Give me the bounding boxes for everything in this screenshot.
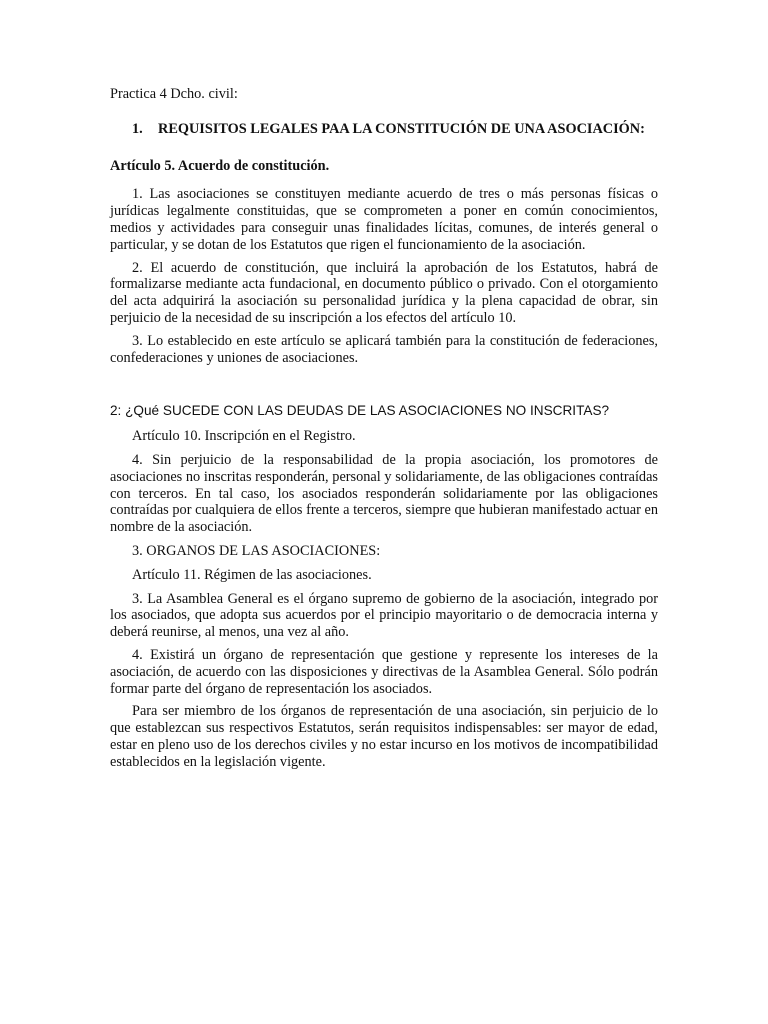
article-5-paragraph-1: 1. Las asociaciones se constituyen mediante acuerdo de tres o más personas físicas o jurídicas legalmente constituidas, que se comprometen a poner en común conocimientos, medios y actividades para conseguir unas finalidades lícitas, comunes, de interés general o particular, y se dotan de los Estatutos que rigen el funcionamiento de la asociación.: [110, 186, 658, 253]
article-5-paragraph-2: 2. El acuerdo de constitución, que incluirá la aprobación de los Estatutos, habrá de formalizarse mediante acta fundacional, en documento público o privado. Con el otorgamiento del acta adquirirá la asociación su personalidad jurídica y la plena capacidad de obrar, sin perjuicio de la necesidad de su inscripción a los efectos del artículo 10.: [110, 259, 658, 326]
section-1-title: REQUISITOS LEGALES PAA LA CONSTITUCIÓN DE UNA ASOCIACIÓN:: [158, 120, 645, 137]
article-11-paragraph-requisites: Para ser miembro de los órganos de representación de una asociación, sin perjuicio de lo que establezcan sus respectivos Estatutos, serán requisitos indispensables: ser mayor de edad, estar en pleno uso de los derechos civiles y no estar incurso en los motivos de incompatibilidad establecidos en la legislación vigente.: [110, 703, 658, 770]
section-3-heading: 3. ORGANOS DE LAS ASOCIACIONES:: [132, 542, 381, 559]
section-1-heading: [132, 121, 658, 138]
document-title: Practica 4 Dcho. civil:: [110, 86, 238, 102]
section-1-number: 1.: [132, 120, 143, 137]
section-2-heading: 2: ¿Qué SUCEDE CON LAS DEUDAS DE LAS ASOCIACIONES NO INSCRITAS?: [110, 403, 610, 419]
article-5-paragraph-3: 3. Lo establecido en este artículo se aplicará también para la constitución de federaciones, confederaciones y uniones de asociaciones.: [110, 332, 658, 366]
document-page: [110, 86, 658, 771]
article-10-heading: Artículo 10. Inscripción en el Registro.: [132, 428, 356, 445]
article-11-heading: Artículo 11. Régimen de las asociaciones.: [132, 566, 372, 583]
article-11-paragraph-4: 4. Existirá un órgano de representación que gestione y represente los intereses de la asociación, de acuerdo con las disposiciones y directivas de la Asamblea General. Sólo podrán formar parte del órgano de representación los asociados.: [110, 646, 658, 697]
article-11-paragraph-3: 3. La Asamblea General es el órgano supremo de gobierno de la asociación, integrado por los asociados, que adopta sus acuerdos por el principio mayoritario o de democracia interna y deberá reunirse, al menos, una vez al año.: [110, 590, 658, 641]
article-5-heading: Artículo 5. Acuerdo de constitución.: [110, 157, 330, 174]
article-10-paragraph-4: 4. Sin perjuicio de la responsabilidad de la propia asociación, los promotores de asociaciones no inscritas responderán, personal y solidariamente, de las obligaciones contraídas con terceros. En tal caso, los asociados responderán solidariamente por las obligaciones contraídas por cualquiera de ellos frente a terceros, siempre que hubieran manifestado actuar en nombre de la asociación.: [110, 451, 658, 536]
